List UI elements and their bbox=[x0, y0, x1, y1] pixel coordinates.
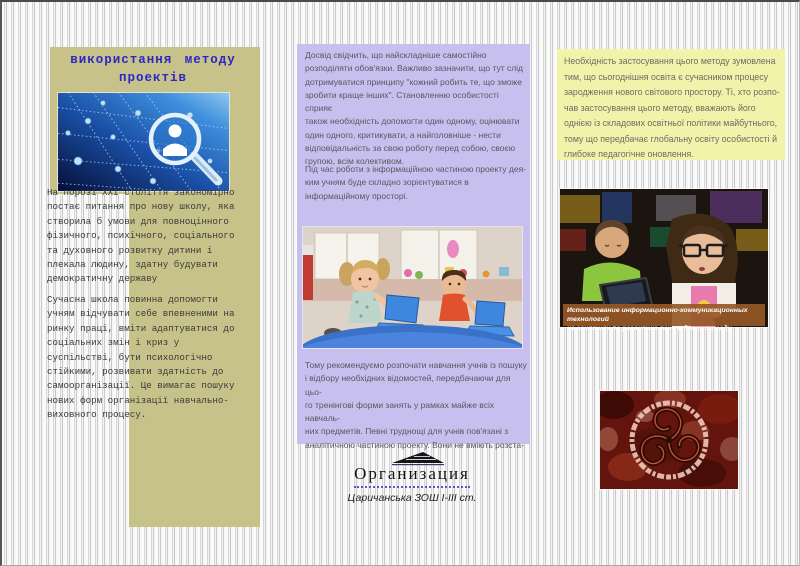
organization-name: Организация bbox=[354, 464, 470, 488]
right-paragraph-1: Необхідність застосування цього методу зумовлена тим, що сьогоднішня освіта є сучасником процесу зародження нового світового простору. Ті, хто розпо- чав застосування цього методу, вважають його однією із складових освітньої політики майбутнього, тому що передбачає глобальну освіту особистості й глибоке педагогічне оновлення. bbox=[564, 56, 780, 159]
brochure-title: використання методу проектів bbox=[70, 53, 236, 85]
network-magnifier-photo bbox=[57, 92, 230, 192]
children-with-tablets-photo bbox=[559, 188, 769, 333]
middle-paragraph-3: Тому рекомендуємо розпочати навчання учнів із пошуку і відбору необхідних відомостей, передбачаючи для цьо- го тренінгові форми занять у рамках майже всіх навчаль- них предметів. Певні труднощі для учнів пов'язані з аналітичною частиною проекту. Вони не вміють розста- bbox=[305, 360, 527, 450]
kindergarten-illustration bbox=[303, 227, 522, 348]
triskelion-illustration bbox=[600, 391, 738, 489]
red-triskelion-ornament bbox=[599, 390, 739, 490]
left-paragraph-2: Сучасна школа повинна допомогти учням відчувати себе впевненими на ринку праці, вміти адаптуватися до соціальних змін і криз у суспільстві, бути психологічно стійкими, розвивати здатність до самоорганізації. Це вимагає пошуку нових форм організації навчально- виховного процесу. bbox=[47, 294, 235, 421]
left-paragraph-1: На порозі XXI століття закономірно постає питання про нову школу, яка створила б умови для повноцінного фізичного, психічного, соціального та духовного розвитку дитини і плекала людину, здатну будувати демократичну державу bbox=[47, 187, 235, 285]
organization-name-wrap bbox=[332, 464, 492, 488]
network-magnifier-illustration bbox=[58, 93, 229, 191]
children-with-laptops-photo bbox=[302, 226, 523, 349]
photo-caption: Использование информационно-коммуникационных технологий на занятиях по развитию речи в детском саду bbox=[563, 304, 765, 326]
school-name: Царичанська ЗОШ І-ІІІ ст. bbox=[347, 492, 477, 504]
middle-paragraph-1: Досвід свідчить, що найскладніше самостійно розподіляти обов'язки. Важливо зазначити, що тут слід дотримуватися принципу "кожний робить те, що зможе зробити краще інших". Становленню особистості сприяє також необхідність допомогти один одному, оцінювати один одного, критикувати, а найголовніше - нести відповідальність за свою роботу перед собою, своєю групою, всім колективом. bbox=[305, 50, 524, 167]
middle-paragraph-2: Під час роботи з інформаційною частиною проекту дея- ким учням буде складно зорієнтуватися в інформаційному просторі. bbox=[305, 164, 526, 201]
